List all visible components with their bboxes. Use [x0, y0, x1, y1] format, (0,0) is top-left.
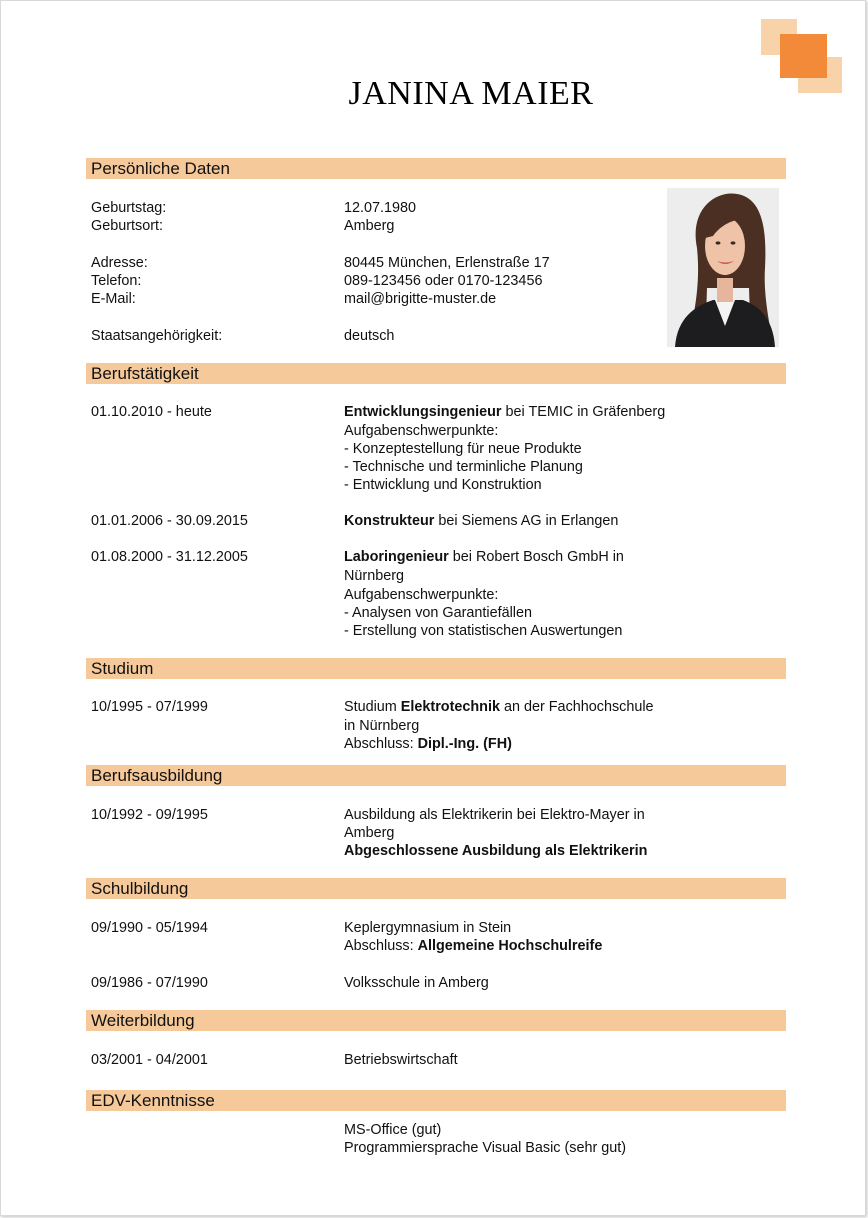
training-line2: Amberg — [344, 825, 395, 841]
section-bar-training — [86, 765, 786, 786]
section-bar-study — [86, 658, 786, 679]
email-label: E-Mail: — [91, 291, 136, 307]
nationality-label: Staatsangehörigkeit: — [91, 328, 223, 344]
job3-focus-label: Aufgabenschwerpunkte: — [344, 587, 499, 603]
study-degree: Abschluss: Dipl.-Ing. (FH) — [344, 736, 512, 752]
job3-item: - Analysen von Garantiefällen — [344, 605, 532, 621]
job1-period: 01.10.2010 - heute — [91, 404, 212, 420]
study-heading: Studium Elektrotechnik an der Fachhochschule — [344, 699, 654, 715]
nationality-value: deutsch — [344, 328, 395, 344]
school1-period: 09/1990 - 05/1994 — [91, 920, 208, 936]
section-title-further: Weiterbildung — [91, 1011, 195, 1030]
section-title-personal: Persönliche Daten — [91, 159, 230, 178]
section-bar-personal — [86, 158, 786, 179]
job1-focus-label: Aufgabenschwerpunkte: — [344, 423, 499, 439]
job1-item: - Entwicklung und Konstruktion — [344, 477, 542, 493]
training-result: Abgeschlossene Ausbildung als Elektrikerin — [344, 843, 648, 859]
section-title-training: Berufsausbildung — [91, 766, 223, 785]
section-title-study: Studium — [91, 659, 154, 678]
it-skill: MS-Office (gut) — [344, 1122, 442, 1138]
it-skill: Programmiersprache Visual Basic (sehr gut) — [344, 1140, 627, 1156]
job1-heading: Entwicklungsingenieur bei TEMIC in Gräfenberg — [344, 404, 666, 420]
section-title-it: EDV-Kenntnisse — [91, 1091, 215, 1110]
section-title-career: Berufstätigkeit — [91, 364, 199, 383]
job3-heading-line2: Nürnberg — [344, 568, 404, 584]
job3-heading: Laboringenieur bei Robert Bosch GmbH in — [344, 549, 624, 565]
section-bar-further — [86, 1010, 786, 1031]
birthday-label: Geburtstag: — [91, 200, 167, 216]
job3-item: - Erstellung von statistischen Auswertungen — [344, 623, 623, 639]
school2-name: Volksschule in Amberg — [344, 975, 489, 991]
job2-heading: Konstrukteur bei Siemens AG in Erlangen — [344, 513, 619, 529]
job1-item: - Technische und terminliche Planung — [344, 459, 583, 475]
phone-label: Telefon: — [91, 273, 142, 289]
birthplace-value: Amberg — [344, 218, 395, 234]
phone-value: 089-123456 oder 0170-123456 — [344, 273, 543, 289]
section-title-school: Schulbildung — [91, 879, 189, 898]
email-value: mail@brigitte-muster.de — [344, 291, 497, 307]
training-line1: Ausbildung als Elektrikerin bei Elektro-Mayer in — [344, 807, 645, 823]
job2-period: 01.01.2006 - 30.09.2015 — [91, 513, 248, 529]
person-name: JANINA MAIER — [348, 75, 594, 112]
job1-item: - Konzeptestellung für neue Produkte — [344, 441, 582, 457]
study-period: 10/1995 - 07/1999 — [91, 699, 208, 715]
section-bar-it — [86, 1090, 786, 1111]
training-period: 10/1992 - 09/1995 — [91, 807, 208, 823]
section-bar-career — [86, 363, 786, 384]
school1-degree: Abschluss: Allgemeine Hochschulreife — [344, 938, 603, 954]
section-bar-school — [86, 878, 786, 899]
job3-period: 01.08.2000 - 31.12.2005 — [91, 549, 248, 565]
school1-name: Keplergymnasium in Stein — [344, 920, 512, 936]
decor-square-orange — [780, 34, 827, 78]
study-location: in Nürnberg — [344, 718, 420, 734]
bar-notch — [714, 1111, 786, 1113]
address-value: 80445 München, Erlenstraße 17 — [344, 255, 550, 271]
further-period: 03/2001 - 04/2001 — [91, 1052, 208, 1068]
address-label: Adresse: — [91, 255, 148, 271]
further-name: Betriebswirtschaft — [344, 1052, 458, 1068]
birthday-value: 12.07.1980 — [344, 200, 417, 216]
school2-period: 09/1986 - 07/1990 — [91, 975, 208, 991]
birthplace-label: Geburtsort: — [91, 218, 163, 234]
profile-photo — [667, 188, 779, 347]
